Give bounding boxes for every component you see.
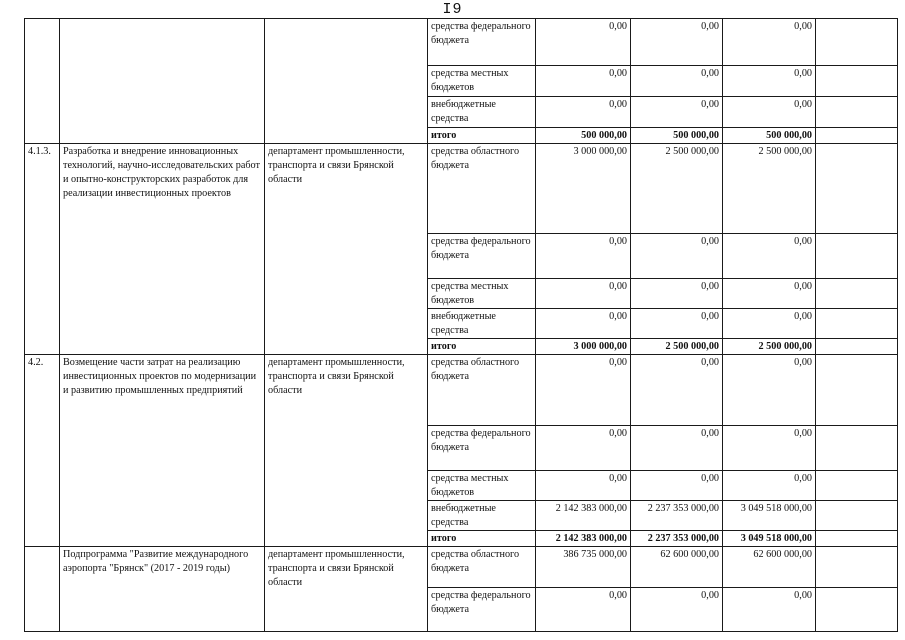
amount-year-2: 0,00 bbox=[631, 97, 723, 128]
amount-year-3: 0,00 bbox=[723, 355, 816, 426]
page-number: I9 bbox=[442, 1, 463, 18]
funding-source: средства областного бюджета bbox=[428, 144, 536, 234]
amount-year-2: 0,00 bbox=[631, 471, 723, 501]
measure-name bbox=[60, 19, 265, 144]
funding-source: средства местных бюджетов bbox=[428, 66, 536, 97]
amount-year-1: 0,00 bbox=[536, 97, 631, 128]
funding-source: внебюджетные средства bbox=[428, 501, 536, 531]
funding-source: средства федерального бюджета bbox=[428, 588, 536, 632]
executor: департамент промышленности, транспорта и связи Брянской области bbox=[265, 144, 428, 355]
empty-cell bbox=[816, 19, 898, 66]
funding-source: средства федерального бюджета bbox=[428, 426, 536, 471]
amount-year-1: 3 000 000,00 bbox=[536, 144, 631, 234]
table-row bbox=[25, 547, 898, 588]
amount-year-3: 500 000,00 bbox=[723, 128, 816, 144]
amount-year-1: 386 735 000,00 bbox=[536, 547, 631, 588]
item-number: 4.1.3. bbox=[25, 144, 60, 355]
empty-cell bbox=[816, 279, 898, 309]
measure-name: Разработка и внедрение инновационных технологий, научно-исследовательских работ и опытно-конструкторских разработок для реализации инвестиционных проектов bbox=[60, 144, 265, 355]
empty-cell bbox=[816, 66, 898, 97]
amount-year-1: 0,00 bbox=[536, 355, 631, 426]
item-number: 4.2. bbox=[25, 355, 60, 547]
empty-cell bbox=[816, 128, 898, 144]
amount-year-3: 0,00 bbox=[723, 97, 816, 128]
amount-year-2: 0,00 bbox=[631, 309, 723, 339]
empty-cell bbox=[816, 234, 898, 279]
amount-year-3: 0,00 bbox=[723, 471, 816, 501]
table-row bbox=[25, 355, 898, 426]
funding-source: средства областного бюджета bbox=[428, 547, 536, 588]
amount-year-2: 0,00 bbox=[631, 66, 723, 97]
amount-year-1: 500 000,00 bbox=[536, 128, 631, 144]
funding-source: внебюджетные средства bbox=[428, 309, 536, 339]
amount-year-3: 3 049 518 000,00 bbox=[723, 501, 816, 531]
empty-cell bbox=[816, 144, 898, 234]
executor: департамент промышленности, транспорта и связи Брянской области bbox=[265, 547, 428, 632]
table-row bbox=[25, 19, 898, 66]
empty-cell bbox=[816, 588, 898, 632]
empty-cell bbox=[816, 471, 898, 501]
budget-table bbox=[24, 18, 898, 632]
amount-year-2: 62 600 000,00 bbox=[631, 547, 723, 588]
amount-year-2: 0,00 bbox=[631, 588, 723, 632]
funding-source: средства областного бюджета bbox=[428, 355, 536, 426]
amount-year-3: 62 600 000,00 bbox=[723, 547, 816, 588]
amount-year-2: 2 237 353 000,00 bbox=[631, 531, 723, 547]
amount-year-2: 0,00 bbox=[631, 19, 723, 66]
amount-year-1: 0,00 bbox=[536, 279, 631, 309]
amount-year-1: 0,00 bbox=[536, 66, 631, 97]
funding-source: средства местных бюджетов bbox=[428, 471, 536, 501]
amount-year-3: 0,00 bbox=[723, 234, 816, 279]
amount-year-2: 500 000,00 bbox=[631, 128, 723, 144]
funding-source: средства местных бюджетов bbox=[428, 279, 536, 309]
amount-year-3: 3 049 518 000,00 bbox=[723, 531, 816, 547]
empty-cell bbox=[816, 547, 898, 588]
amount-year-1: 2 142 383 000,00 bbox=[536, 501, 631, 531]
amount-year-2: 2 237 353 000,00 bbox=[631, 501, 723, 531]
amount-year-1: 2 142 383 000,00 bbox=[536, 531, 631, 547]
amount-year-2: 0,00 bbox=[631, 426, 723, 471]
amount-year-2: 2 500 000,00 bbox=[631, 339, 723, 355]
empty-cell bbox=[816, 339, 898, 355]
amount-year-2: 0,00 bbox=[631, 355, 723, 426]
executor: департамент промышленности, транспорта и связи Брянской области bbox=[265, 355, 428, 547]
funding-source: средства федерального бюджета bbox=[428, 19, 536, 66]
amount-year-3: 2 500 000,00 bbox=[723, 144, 816, 234]
funding-source: итого bbox=[428, 128, 536, 144]
funding-source: итого bbox=[428, 339, 536, 355]
amount-year-1: 0,00 bbox=[536, 588, 631, 632]
amount-year-3: 0,00 bbox=[723, 279, 816, 309]
amount-year-1: 0,00 bbox=[536, 19, 631, 66]
amount-year-3: 0,00 bbox=[723, 66, 816, 97]
amount-year-1: 3 000 000,00 bbox=[536, 339, 631, 355]
funding-source: средства федерального бюджета bbox=[428, 234, 536, 279]
measure-name: Возмещение части затрат на реализацию инвестиционных проектов по модернизации и развитию промышленных предприятий bbox=[60, 355, 265, 547]
funding-source: итого bbox=[428, 531, 536, 547]
amount-year-1: 0,00 bbox=[536, 471, 631, 501]
amount-year-3: 0,00 bbox=[723, 426, 816, 471]
amount-year-2: 0,00 bbox=[631, 234, 723, 279]
empty-cell bbox=[816, 531, 898, 547]
amount-year-2: 0,00 bbox=[631, 279, 723, 309]
amount-year-3: 0,00 bbox=[723, 588, 816, 632]
amount-year-1: 0,00 bbox=[536, 426, 631, 471]
funding-source: внебюджетные средства bbox=[428, 97, 536, 128]
amount-year-1: 0,00 bbox=[536, 309, 631, 339]
measure-name: Подпрограмма "Развитие международного аэропорта "Брянск" (2017 - 2019 годы) bbox=[60, 547, 265, 632]
amount-year-3: 0,00 bbox=[723, 309, 816, 339]
amount-year-3: 2 500 000,00 bbox=[723, 339, 816, 355]
executor bbox=[265, 19, 428, 144]
amount-year-2: 2 500 000,00 bbox=[631, 144, 723, 234]
amount-year-1: 0,00 bbox=[536, 234, 631, 279]
empty-cell bbox=[816, 426, 898, 471]
item-number bbox=[25, 19, 60, 144]
empty-cell bbox=[816, 309, 898, 339]
table-row bbox=[25, 144, 898, 234]
amount-year-3: 0,00 bbox=[723, 19, 816, 66]
item-number bbox=[25, 547, 60, 632]
empty-cell bbox=[816, 97, 898, 128]
empty-cell bbox=[816, 501, 898, 531]
empty-cell bbox=[816, 355, 898, 426]
